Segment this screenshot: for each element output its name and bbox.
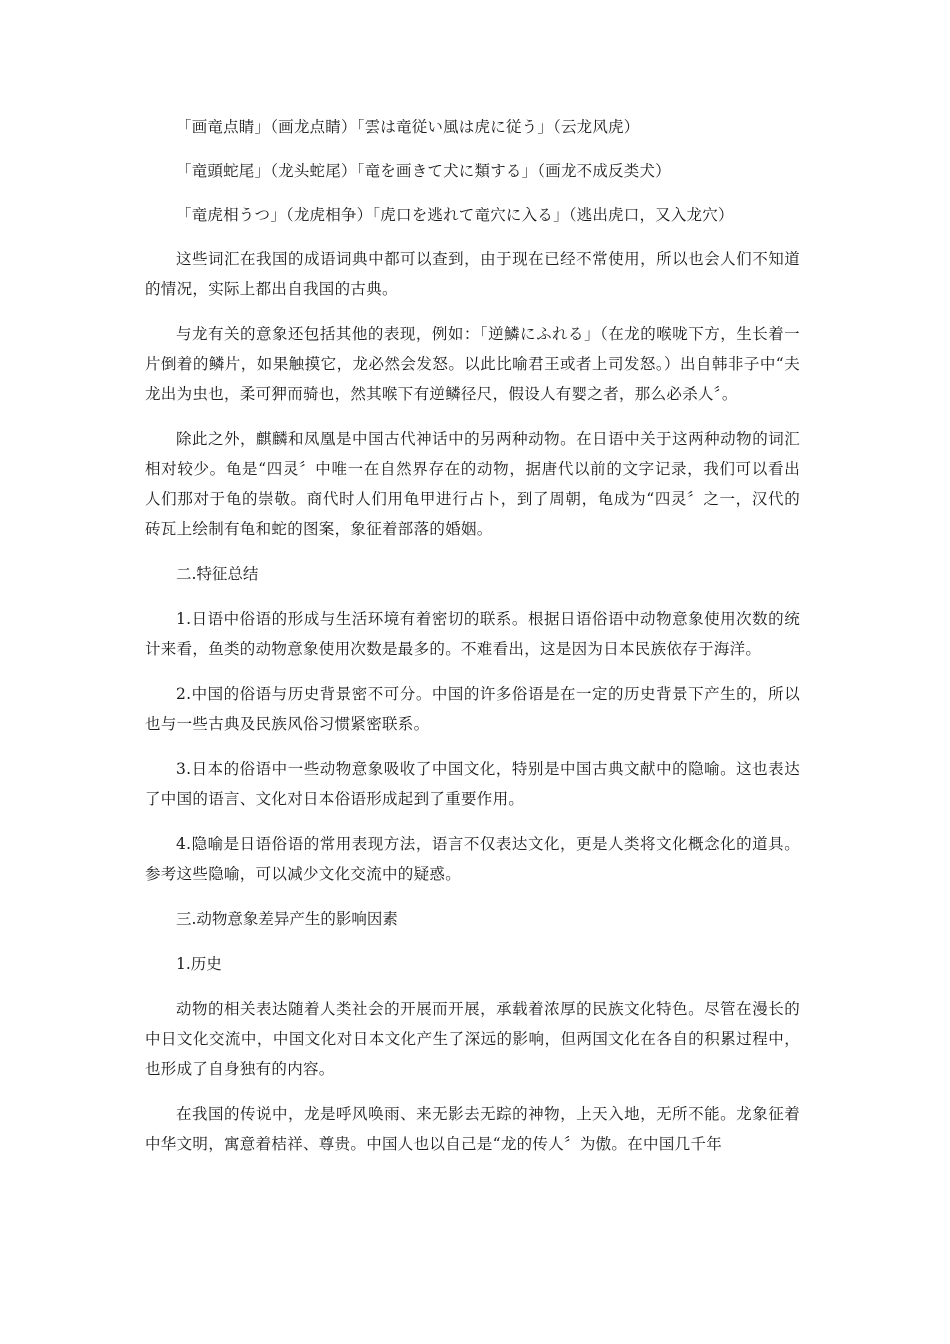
summary-item-1: 1.日语中俗语的形成与生活环境有着密切的联系。根据日语俗语中动物意象使用次数的统计来看，鱼类的动物意象使用次数是最多的。不难看出，这是因为日本民族依存于海洋。 (145, 610, 800, 658)
document-page (145, 112, 800, 1159)
summary-item-3: 3.日本的俗语中一些动物意象吸收了中国文化，特别是中国古典文献中的隐喻。这也表达了中国的语言、文化对日本俗语形成起到了重要作用。 (145, 760, 800, 808)
paragraph-history-development: 动物的相关表达随着人类社会的开展而开展，承载着浓厚的民族文化特色。尽管在漫长的中日文化交流中，中国文化对日本文化产生了深远的影响，但两国文化在各自的积累过程中，也形成了自身独有的内容。 (145, 1000, 800, 1078)
idiom-line-1: 「画竜点睛」（画龙点睛）「雲は竜従い風は虎に従う」（云龙风虎） (176, 118, 640, 136)
paragraph-classical-origin: 这些词汇在我国的成语词典中都可以查到，由于现在已经不常使用，所以也会人们不知道的情况，实际上都出自我国的古典。 (145, 250, 800, 298)
idiom-line-3: 「竜虎相うつ」（龙虎相争）「虎口を逃れて竜穴に入る」（逃出虎口，又入龙穴） (176, 206, 734, 224)
paragraph-dragon-legend: 在我国的传说中，龙是呼风唤雨、来无影去无踪的神物，上天入地，无所不能。龙象征着中华文明，寓意着桔祥、尊贵。中国人也以自己是“龙的传人〞为傲。在中国几千年 (145, 1105, 800, 1153)
summary-item-4: 4.隐喻是日语俗语的常用表现方法，语言不仅表达文化，更是人类将文化概念化的道具。参考这些隐喻，可以减少文化交流中的疑惑。 (145, 835, 800, 883)
section-heading-factors: 三.动物意象差异产生的影响因素 (176, 910, 398, 928)
summary-item-2: 2.中国的俗语与历史背景密不可分。中国的许多俗语是在一定的历史背景下产生的，所以也与一些古典及民族风俗习惯紧密联系。 (145, 685, 800, 733)
paragraph-reverse-scale: 与龙有关的意象还包括其他的表现，例如：「逆鱗にふれる」（在龙的喉咙下方，生长着一片倒着的鳞片，如果触摸它，龙必然会发怒。以此比喻君王或者上司发怒。）出自韩非子中“夫龙出为虫也，柔可狎而骑也，然其喉下有逆鳞径尺，假设人有婴之者，那么必杀人〞。 (145, 325, 800, 403)
idiom-line-2: 「竜頭蛇尾」（龙头蛇尾）「竜を画きて犬に類する」（画龙不成反类犬） (176, 162, 671, 180)
section-heading-summary: 二.特征总结 (176, 565, 259, 583)
sub-heading-history: 1.历史 (176, 955, 222, 973)
paragraph-four-spirits: 除此之外，麒麟和凤凰是中国古代神话中的另两种动物。在日语中关于这两种动物的词汇相对较少。龟是“四灵〞中唯一在自然界存在的动物，据唐代以前的文字记录，我们可以看出人们那对于龟的崇敬。商代时人们用龟甲进行占卜，到了周朝，龟成为“四灵〞之一，汉代的砖瓦上绘制有龟和蛇的图案，象征着部落的婚姻。 (145, 430, 800, 538)
